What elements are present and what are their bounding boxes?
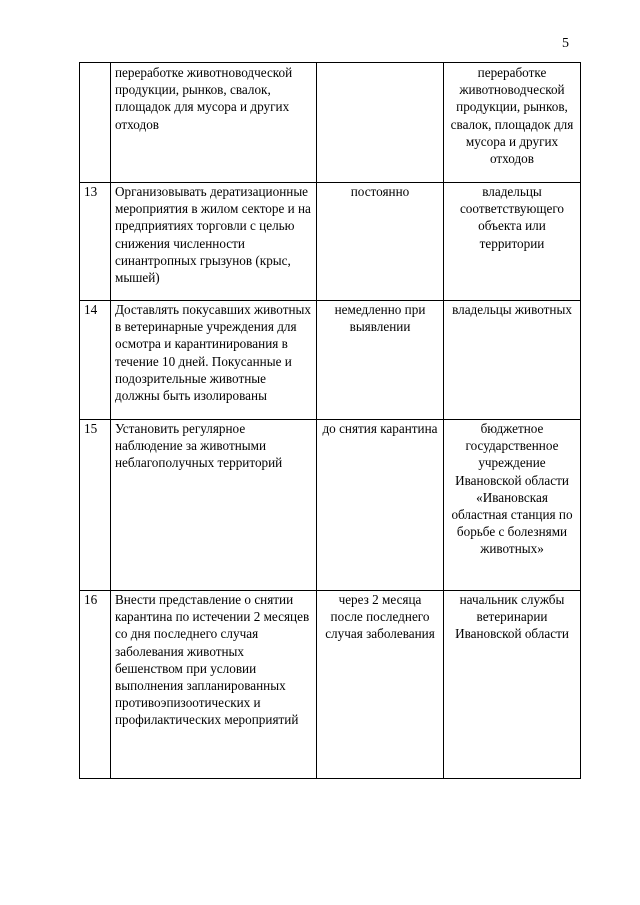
measures-table: [79, 62, 581, 779]
responsible-cell: начальник службы ветеринарии Ивановской области: [444, 591, 581, 779]
row-number: 13: [80, 183, 111, 301]
term-cell: постоянно: [317, 183, 444, 301]
responsible-cell: переработке животноводческой продукции, рынков, свалок, площадок для мусора и других отходов: [444, 63, 581, 183]
table-row: [80, 591, 581, 779]
responsible-cell: владельцы соответствующего объекта или территории: [444, 183, 581, 301]
term-cell: [317, 63, 444, 183]
term-cell: немедленно при выявлении: [317, 301, 444, 420]
table-row: [80, 301, 581, 420]
table-row: [80, 420, 581, 591]
action-cell: Внести представление о снятии карантина по истечении 2 месяцев со дня последнего случая заболевания животных бешенством при условии выполнения запланированных противоэпизоотических и профилактических мероприятий: [111, 591, 317, 779]
action-cell: Доставлять покусавших животных в ветеринарные учреждения для осмотра и карантинирования в течение 10 дней. Покусанные и подозрительные животные должны быть изолированы: [111, 301, 317, 420]
action-cell: Организовывать дератизационные мероприятия в жилом секторе и на предприятиях торговли с целью снижения численности синантропных грызунов (крыс, мышей): [111, 183, 317, 301]
table-row: [80, 63, 581, 183]
table-row: [80, 183, 581, 301]
action-cell: Установить регулярное наблюдение за животными неблагополучных территорий: [111, 420, 317, 591]
row-number: 14: [80, 301, 111, 420]
responsible-cell: владельцы животных: [444, 301, 581, 420]
row-number: [80, 63, 111, 183]
action-cell: переработке животноводческой продукции, рынков, свалок, площадок для мусора и других отходов: [111, 63, 317, 183]
page-number: 5: [562, 36, 569, 51]
term-cell: через 2 месяца после последнего случая заболевания: [317, 591, 444, 779]
responsible-cell: бюджетное государственное учреждение Ивановской области «Ивановская областная станция по борьбе с болезнями животных»: [444, 420, 581, 591]
term-cell: до снятия карантина: [317, 420, 444, 591]
row-number: 16: [80, 591, 111, 779]
row-number: 15: [80, 420, 111, 591]
